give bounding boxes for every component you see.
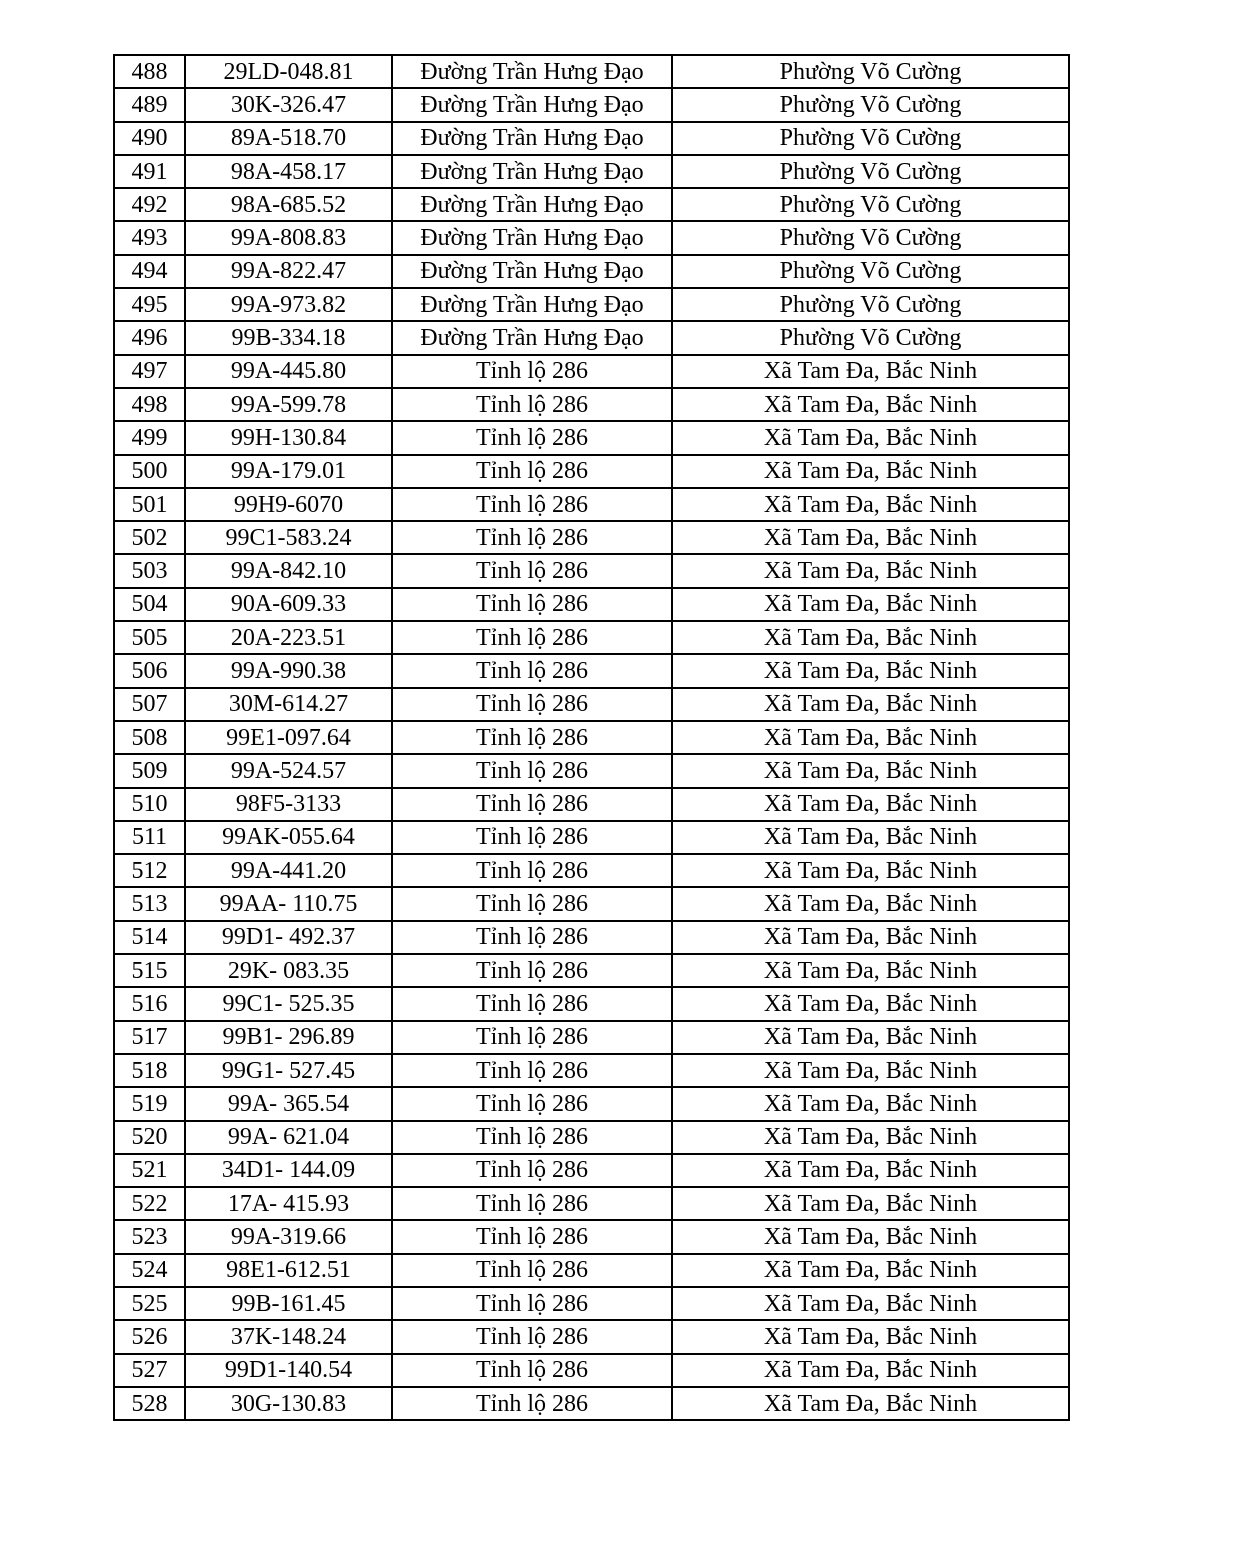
cell-plate-number: 99C1-583.24: [185, 521, 392, 554]
cell-plate-number: 99A-441.20: [185, 854, 392, 887]
cell-plate-number: 99A- 621.04: [185, 1121, 392, 1154]
cell-road: Đường Trần Hưng Đạo: [392, 321, 672, 354]
cell-road: Tỉnh lộ 286: [392, 621, 672, 654]
table-row: [114, 388, 1069, 421]
cell-ward: Xã Tam Đa, Bắc Ninh: [672, 421, 1069, 454]
cell-plate-number: 99H9-6070: [185, 488, 392, 521]
table-row: [114, 188, 1069, 221]
cell-plate-number: 89A-518.70: [185, 122, 392, 155]
cell-stt: 510: [114, 788, 185, 821]
table-row: [114, 788, 1069, 821]
cell-road: Tỉnh lộ 286: [392, 954, 672, 987]
cell-plate-number: 99D1-140.54: [185, 1354, 392, 1387]
cell-ward: Xã Tam Đa, Bắc Ninh: [672, 688, 1069, 721]
table-row: [114, 1187, 1069, 1220]
cell-plate-number: 99A-990.38: [185, 654, 392, 687]
table-row: [114, 721, 1069, 754]
cell-ward: Phường Võ Cường: [672, 55, 1069, 88]
table-row: [114, 155, 1069, 188]
table-row: [114, 1354, 1069, 1387]
cell-ward: Phường Võ Cường: [672, 188, 1069, 221]
cell-plate-number: 29LD-048.81: [185, 55, 392, 88]
cell-road: Đường Trần Hưng Đạo: [392, 88, 672, 121]
cell-ward: Xã Tam Đa, Bắc Ninh: [672, 721, 1069, 754]
cell-road: Tỉnh lộ 286: [392, 421, 672, 454]
cell-stt: 519: [114, 1087, 185, 1120]
cell-ward: Phường Võ Cường: [672, 122, 1069, 155]
cell-ward: Xã Tam Đa, Bắc Ninh: [672, 1054, 1069, 1087]
cell-stt: 499: [114, 421, 185, 454]
cell-road: Tỉnh lộ 286: [392, 754, 672, 787]
table-row: [114, 221, 1069, 254]
cell-stt: 505: [114, 621, 185, 654]
cell-stt: 498: [114, 388, 185, 421]
cell-ward: Xã Tam Đa, Bắc Ninh: [672, 821, 1069, 854]
cell-road: Đường Trần Hưng Đạo: [392, 288, 672, 321]
cell-plate-number: 99A- 365.54: [185, 1087, 392, 1120]
cell-ward: Xã Tam Đa, Bắc Ninh: [672, 1154, 1069, 1187]
cell-road: Tỉnh lộ 286: [392, 1187, 672, 1220]
cell-road: Tỉnh lộ 286: [392, 1154, 672, 1187]
table-row: [114, 621, 1069, 654]
cell-ward: Xã Tam Đa, Bắc Ninh: [672, 1254, 1069, 1287]
cell-road: Tỉnh lộ 286: [392, 1121, 672, 1154]
cell-stt: 489: [114, 88, 185, 121]
table-row: [114, 887, 1069, 920]
table-row: [114, 588, 1069, 621]
cell-stt: 527: [114, 1354, 185, 1387]
cell-stt: 490: [114, 122, 185, 155]
cell-stt: 494: [114, 255, 185, 288]
cell-ward: Xã Tam Đa, Bắc Ninh: [672, 1187, 1069, 1220]
cell-ward: Xã Tam Đa, Bắc Ninh: [672, 621, 1069, 654]
cell-road: Đường Trần Hưng Đạo: [392, 188, 672, 221]
table-row: [114, 455, 1069, 488]
cell-ward: Phường Võ Cường: [672, 88, 1069, 121]
cell-plate-number: 99A-524.57: [185, 754, 392, 787]
cell-road: Tỉnh lộ 286: [392, 1021, 672, 1054]
table-row: [114, 554, 1069, 587]
cell-stt: 523: [114, 1220, 185, 1253]
cell-stt: 501: [114, 488, 185, 521]
cell-ward: Xã Tam Đa, Bắc Ninh: [672, 954, 1069, 987]
cell-ward: Phường Võ Cường: [672, 221, 1069, 254]
table-row: [114, 321, 1069, 354]
cell-ward: Xã Tam Đa, Bắc Ninh: [672, 654, 1069, 687]
cell-plate-number: 99A-445.80: [185, 355, 392, 388]
cell-plate-number: 99E1-097.64: [185, 721, 392, 754]
table-row: [114, 488, 1069, 521]
table-row: [114, 821, 1069, 854]
table-row: [114, 255, 1069, 288]
cell-road: Tỉnh lộ 286: [392, 1320, 672, 1353]
cell-stt: 496: [114, 321, 185, 354]
cell-road: Tỉnh lộ 286: [392, 521, 672, 554]
cell-road: Tỉnh lộ 286: [392, 1087, 672, 1120]
cell-stt: 507: [114, 688, 185, 721]
table-row: [114, 921, 1069, 954]
cell-stt: 528: [114, 1387, 185, 1420]
cell-road: Tỉnh lộ 286: [392, 1254, 672, 1287]
cell-stt: 503: [114, 554, 185, 587]
table-row: [114, 1087, 1069, 1120]
table-row: [114, 421, 1069, 454]
cell-stt: 516: [114, 987, 185, 1020]
cell-ward: Xã Tam Đa, Bắc Ninh: [672, 388, 1069, 421]
cell-plate-number: 99A-179.01: [185, 455, 392, 488]
cell-plate-number: 98A-685.52: [185, 188, 392, 221]
table-row: [114, 754, 1069, 787]
cell-ward: Xã Tam Đa, Bắc Ninh: [672, 921, 1069, 954]
cell-road: Tỉnh lộ 286: [392, 554, 672, 587]
table-row: [114, 55, 1069, 88]
cell-road: Tỉnh lộ 286: [392, 854, 672, 887]
cell-stt: 492: [114, 188, 185, 221]
cell-ward: Xã Tam Đa, Bắc Ninh: [672, 1387, 1069, 1420]
cell-road: Đường Trần Hưng Đạo: [392, 122, 672, 155]
cell-ward: Xã Tam Đa, Bắc Ninh: [672, 754, 1069, 787]
cell-road: Tỉnh lộ 286: [392, 654, 672, 687]
cell-ward: Xã Tam Đa, Bắc Ninh: [672, 355, 1069, 388]
cell-plate-number: 17A- 415.93: [185, 1187, 392, 1220]
cell-stt: 514: [114, 921, 185, 954]
cell-ward: Xã Tam Đa, Bắc Ninh: [672, 1354, 1069, 1387]
table-row: [114, 954, 1069, 987]
table-row: [114, 288, 1069, 321]
table-row: [114, 854, 1069, 887]
table-row: [114, 654, 1069, 687]
cell-ward: Xã Tam Đa, Bắc Ninh: [672, 854, 1069, 887]
cell-plate-number: 90A-609.33: [185, 588, 392, 621]
cell-ward: Xã Tam Đa, Bắc Ninh: [672, 488, 1069, 521]
cell-stt: 497: [114, 355, 185, 388]
cell-stt: 508: [114, 721, 185, 754]
cell-plate-number: 99A-599.78: [185, 388, 392, 421]
table-row: [114, 1154, 1069, 1187]
cell-road: Tỉnh lộ 286: [392, 1054, 672, 1087]
cell-plate-number: 20A-223.51: [185, 621, 392, 654]
cell-stt: 495: [114, 288, 185, 321]
cell-plate-number: 99A-319.66: [185, 1220, 392, 1253]
cell-road: Đường Trần Hưng Đạo: [392, 255, 672, 288]
cell-stt: 511: [114, 821, 185, 854]
table-row: [114, 987, 1069, 1020]
cell-stt: 515: [114, 954, 185, 987]
cell-stt: 509: [114, 754, 185, 787]
table-row: [114, 1121, 1069, 1154]
cell-plate-number: 99D1- 492.37: [185, 921, 392, 954]
cell-plate-number: 30G-130.83: [185, 1387, 392, 1420]
cell-ward: Xã Tam Đa, Bắc Ninh: [672, 1087, 1069, 1120]
cell-stt: 521: [114, 1154, 185, 1187]
cell-road: Tỉnh lộ 286: [392, 388, 672, 421]
cell-ward: Xã Tam Đa, Bắc Ninh: [672, 521, 1069, 554]
cell-stt: 524: [114, 1254, 185, 1287]
cell-stt: 512: [114, 854, 185, 887]
cell-plate-number: 99C1- 525.35: [185, 987, 392, 1020]
cell-plate-number: 98F5-3133: [185, 788, 392, 821]
cell-road: Tỉnh lộ 286: [392, 921, 672, 954]
cell-ward: Phường Võ Cường: [672, 321, 1069, 354]
cell-ward: Phường Võ Cường: [672, 255, 1069, 288]
cell-ward: Xã Tam Đa, Bắc Ninh: [672, 987, 1069, 1020]
cell-plate-number: 99A-842.10: [185, 554, 392, 587]
cell-plate-number: 30M-614.27: [185, 688, 392, 721]
cell-ward: Xã Tam Đa, Bắc Ninh: [672, 1021, 1069, 1054]
table-row: [114, 688, 1069, 721]
cell-plate-number: 98E1-612.51: [185, 1254, 392, 1287]
cell-stt: 504: [114, 588, 185, 621]
cell-road: Tỉnh lộ 286: [392, 1287, 672, 1320]
table-row: [114, 1054, 1069, 1087]
cell-stt: 517: [114, 1021, 185, 1054]
cell-stt: 500: [114, 455, 185, 488]
cell-road: Tỉnh lộ 286: [392, 1220, 672, 1253]
cell-plate-number: 99B-334.18: [185, 321, 392, 354]
cell-road: Tỉnh lộ 286: [392, 987, 672, 1020]
cell-plate-number: 99A-822.47: [185, 255, 392, 288]
cell-stt: 502: [114, 521, 185, 554]
cell-plate-number: 99A-808.83: [185, 221, 392, 254]
cell-stt: 526: [114, 1320, 185, 1353]
cell-plate-number: 37K-148.24: [185, 1320, 392, 1353]
cell-ward: Xã Tam Đa, Bắc Ninh: [672, 788, 1069, 821]
cell-plate-number: 99H-130.84: [185, 421, 392, 454]
cell-stt: 520: [114, 1121, 185, 1154]
cell-plate-number: 99B-161.45: [185, 1287, 392, 1320]
cell-ward: Xã Tam Đa, Bắc Ninh: [672, 1121, 1069, 1154]
cell-ward: Phường Võ Cường: [672, 155, 1069, 188]
table-row: [114, 355, 1069, 388]
cell-stt: 525: [114, 1287, 185, 1320]
cell-ward: Phường Võ Cường: [672, 288, 1069, 321]
table-row: [114, 88, 1069, 121]
table-row: [114, 1254, 1069, 1287]
cell-road: Tỉnh lộ 286: [392, 455, 672, 488]
table-row: [114, 122, 1069, 155]
cell-stt: 522: [114, 1187, 185, 1220]
cell-road: Tỉnh lộ 286: [392, 588, 672, 621]
table-row: [114, 521, 1069, 554]
cell-ward: Xã Tam Đa, Bắc Ninh: [672, 1287, 1069, 1320]
cell-ward: Xã Tam Đa, Bắc Ninh: [672, 554, 1069, 587]
cell-road: Tỉnh lộ 286: [392, 1387, 672, 1420]
cell-stt: 493: [114, 221, 185, 254]
cell-road: Tỉnh lộ 286: [392, 1354, 672, 1387]
cell-road: Tỉnh lộ 286: [392, 355, 672, 388]
cell-plate-number: 99G1- 527.45: [185, 1054, 392, 1087]
cell-plate-number: 99A-973.82: [185, 288, 392, 321]
cell-road: Đường Trần Hưng Đạo: [392, 55, 672, 88]
cell-plate-number: 34D1- 144.09: [185, 1154, 392, 1187]
cell-ward: Xã Tam Đa, Bắc Ninh: [672, 588, 1069, 621]
cell-stt: 488: [114, 55, 185, 88]
cell-plate-number: 98A-458.17: [185, 155, 392, 188]
cell-road: Tỉnh lộ 286: [392, 721, 672, 754]
cell-stt: 518: [114, 1054, 185, 1087]
cell-plate-number: 30K-326.47: [185, 88, 392, 121]
cell-road: Tỉnh lộ 286: [392, 488, 672, 521]
table-row: [114, 1021, 1069, 1054]
cell-road: Đường Trần Hưng Đạo: [392, 221, 672, 254]
cell-stt: 513: [114, 887, 185, 920]
table-row: [114, 1220, 1069, 1253]
cell-plate-number: 29K- 083.35: [185, 954, 392, 987]
cell-plate-number: 99AK-055.64: [185, 821, 392, 854]
cell-ward: Xã Tam Đa, Bắc Ninh: [672, 1320, 1069, 1353]
cell-road: Tỉnh lộ 286: [392, 821, 672, 854]
cell-plate-number: 99AA- 110.75: [185, 887, 392, 920]
records-body: [114, 55, 1069, 1420]
cell-ward: Xã Tam Đa, Bắc Ninh: [672, 887, 1069, 920]
records-table: [113, 54, 1070, 1421]
cell-plate-number: 99B1- 296.89: [185, 1021, 392, 1054]
table-row: [114, 1287, 1069, 1320]
cell-ward: Xã Tam Đa, Bắc Ninh: [672, 1220, 1069, 1253]
cell-road: Tỉnh lộ 286: [392, 788, 672, 821]
cell-ward: Xã Tam Đa, Bắc Ninh: [672, 455, 1069, 488]
table-row: [114, 1320, 1069, 1353]
table-row: [114, 1387, 1069, 1420]
cell-road: Đường Trần Hưng Đạo: [392, 155, 672, 188]
cell-road: Tỉnh lộ 286: [392, 688, 672, 721]
cell-stt: 491: [114, 155, 185, 188]
cell-road: Tỉnh lộ 286: [392, 887, 672, 920]
cell-stt: 506: [114, 654, 185, 687]
